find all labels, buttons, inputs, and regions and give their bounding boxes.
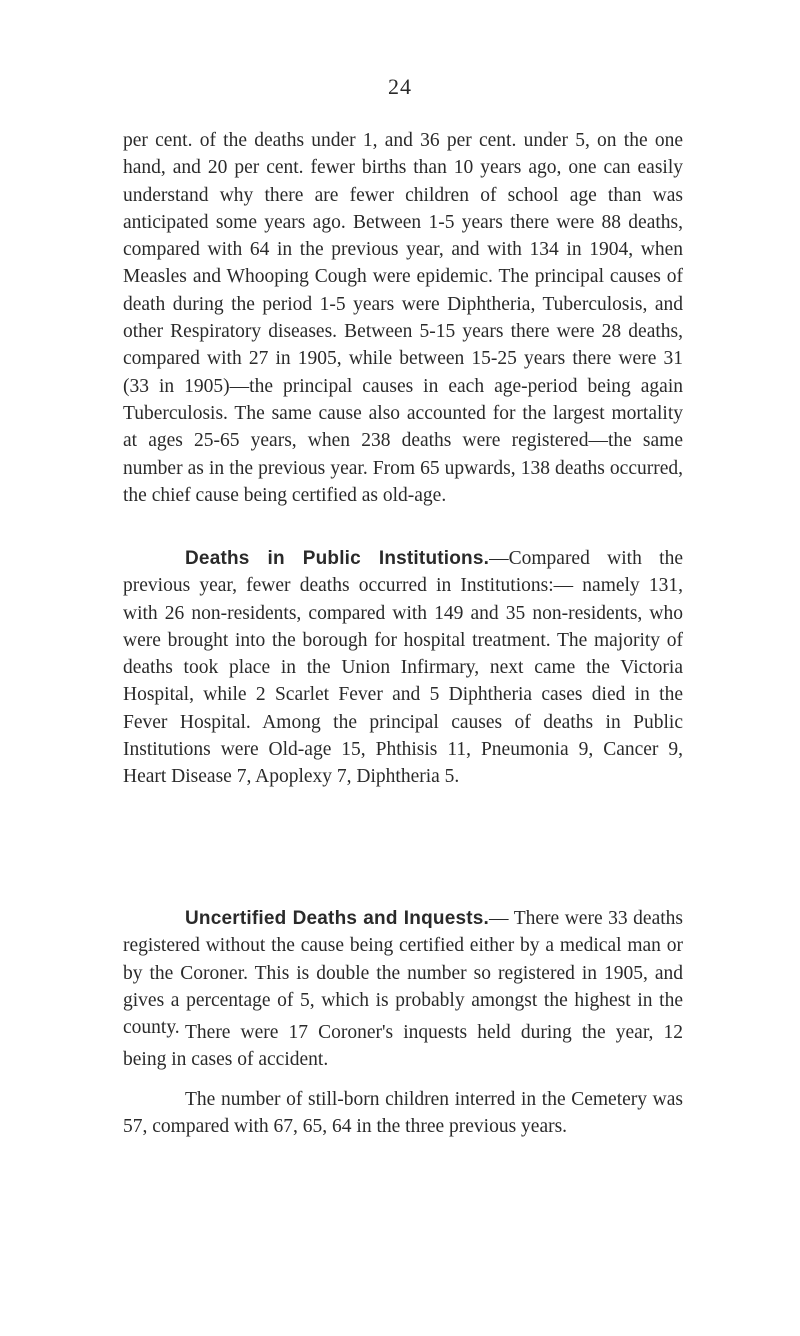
- paragraph-mortality-by-age: [123, 127, 683, 509]
- paragraph-text: There were 17 Coroner's inquests held during the year, 12 being in cases of accident.: [123, 1022, 683, 1071]
- paragraph-text: per cent. of the deaths under 1, and 36 per cent. under 5, on the one hand, and 20 per cent. fewer births than 10 years ago, one can easily understand why there are fewer children of school age than was anticipated some years ago. Between 1-5 years there were 88 deaths, compared with 64 in the previous year, and with 134 in 1904, when Measles and Whooping Cough were epidemic. The principal causes of death during the period 1-5 years were Diphtheria, Tuberculosis, and other Respiratory diseases. Between 5-15 years there were 28 deaths, compared with 27 in 1905, while between 15-25 years there were 31 (33 in 1905)—the principal causes in each age-period being again Tuberculosis. The same cause also accounted for the largest mortality at ages 25-65 years, when 238 deaths were registered—the same number as in the previous year. From 65 upwards, 138 deaths occurred, the chief cause being certified as old-age.: [123, 130, 683, 506]
- paragraph-text: The number of still-born children interred in the Cemetery was 57, compared with 67, 65, 64 in the three previous years.: [123, 1089, 683, 1138]
- paragraph-inquests: [123, 1019, 683, 1074]
- page-number: 24: [388, 74, 412, 99]
- section-heading-public-institutions: Deaths in Public Institutions.: [185, 548, 490, 569]
- section-body-public-institutions: —Compared with the previous year, fewer deaths occurred in Institutions:— namely 131, with 26 non-residents, compared with 149 and 35 non-residents, who were brought into the borough for hospital treatment. The majority of deaths took place in the Union Infirmary, next came the Victoria Hospital, while 2 Scarlet Fever and 5 Diphtheria cases died in the Fever Hospital. Among the principal causes of deaths in Public Institutions were Old-age 15, Phthisis 11, Pneumonia 9, Cancer 9, Heart Disease 7, Apoplexy 7, Diphtheria 5.: [123, 548, 683, 788]
- section-heading-uncertified-deaths: Uncertified Deaths and Inquests.: [185, 908, 490, 929]
- paragraph-text: [123, 545, 683, 791]
- paragraph-public-institutions: [123, 545, 683, 791]
- section-body-uncertified-deaths: — There were 33 deaths registered without the cause being certified either by a medical man or by the Coroner. This is double the number so registered in 1905, and gives a percentage of 5, which is probably amongst the highest in the county.: [123, 908, 683, 1039]
- paragraph-still-born: [123, 1086, 683, 1141]
